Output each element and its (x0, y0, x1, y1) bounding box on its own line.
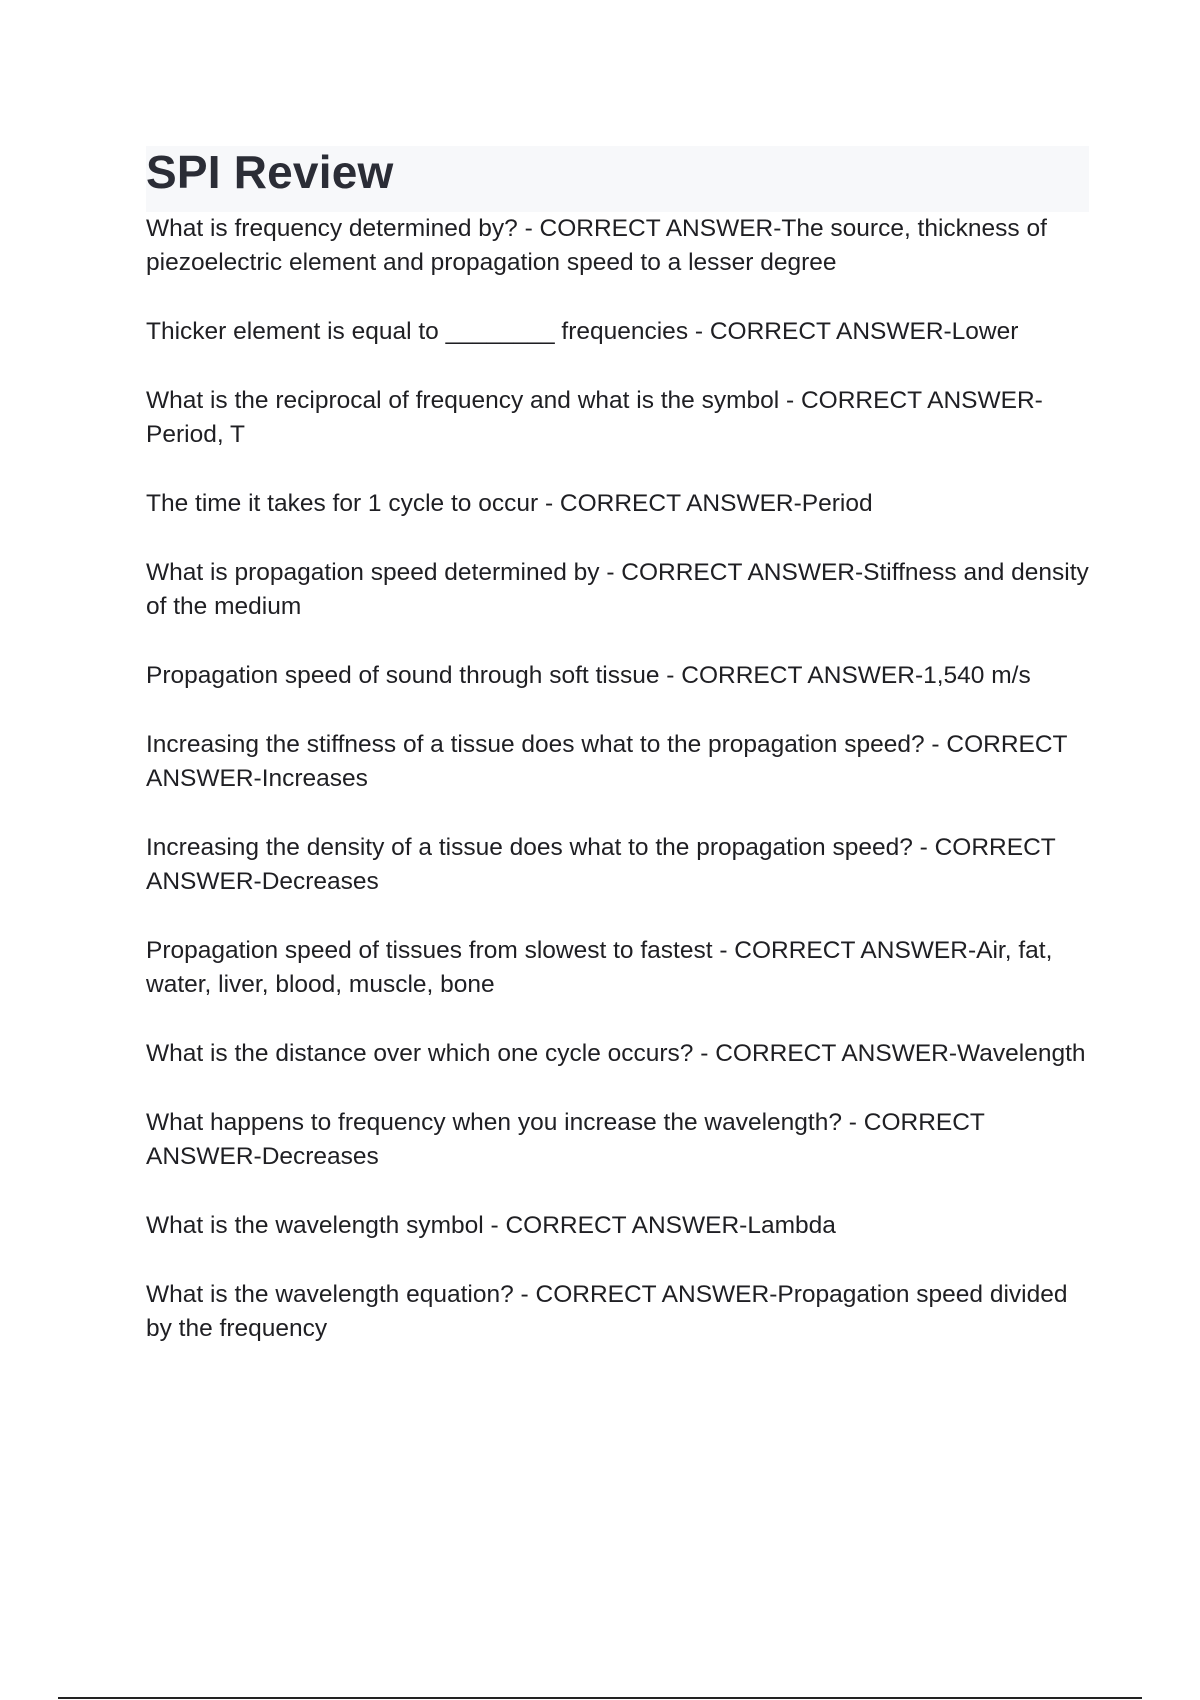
qa-item-thicker-element: Thicker element is equal to ________ frequencies - CORRECT ANSWER-Lower (146, 318, 1019, 345)
qa-item-soft-tissue-speed: Propagation speed of sound through soft tissue - CORRECT ANSWER-1,540 m/s (146, 662, 1031, 689)
qa-item-frequency-wavelength: What happens to frequency when you increase the wavelength? - CORRECT ANSWER-Decreases (146, 1109, 985, 1170)
qa-item-wavelength-equation: What is the wavelength equation? - CORRECT ANSWER-Propagation speed divided by the frequency (146, 1281, 1068, 1342)
qa-item-density-effect: Increasing the density of a tissue does what to the propagation speed? - CORRECT ANSWER-Decreases (146, 834, 1056, 895)
qa-item-stiffness-effect: Increasing the stiffness of a tissue does what to the propagation speed? - CORRECT ANSWER-Increases (146, 731, 1068, 792)
qa-item-frequency-determined: What is frequency determined by? - CORRECT ANSWER-The source, thickness of piezoelectric element and propagation speed to a lesser degree (146, 215, 1047, 276)
qa-item-propagation-determined: What is propagation speed determined by - CORRECT ANSWER-Stiffness and density of the medium (146, 559, 1089, 620)
qa-item-wavelength-symbol: What is the wavelength symbol - CORRECT ANSWER-Lambda (146, 1212, 836, 1239)
footer-divider (58, 1697, 1142, 1699)
qa-item-reciprocal-frequency: What is the reciprocal of frequency and what is the symbol - CORRECT ANSWER-Period, T (146, 387, 1043, 448)
qa-list (146, 212, 1089, 1381)
qa-item-cycle-distance: What is the distance over which one cycle occurs? - CORRECT ANSWER-Wavelength (146, 1040, 1086, 1067)
qa-item-tissue-speed-order: Propagation speed of tissues from slowest to fastest - CORRECT ANSWER-Air, fat, water, liver, blood, muscle, bone (146, 937, 1053, 998)
page-title: SPI Review (146, 146, 394, 198)
qa-item-cycle-time: The time it takes for 1 cycle to occur - CORRECT ANSWER-Period (146, 490, 873, 517)
